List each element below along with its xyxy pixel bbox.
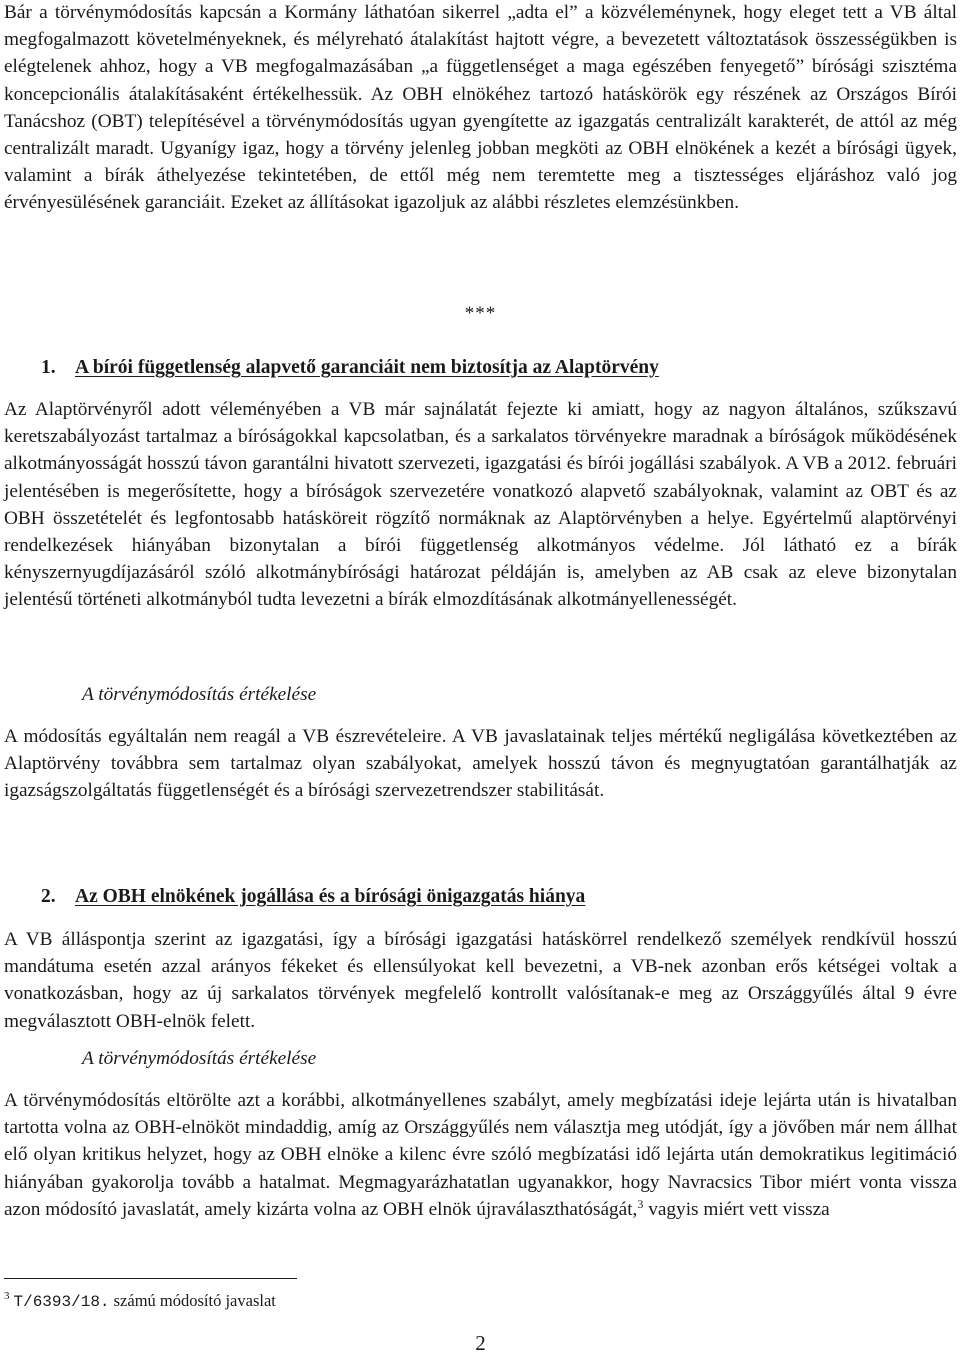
footnote-reference-3[interactable]: 3 <box>637 1196 644 1211</box>
footnote-3 <box>4 1290 276 1313</box>
section-1-title: A bírói függetlenség alapvető garanciáit nem biztosítja az Alaptörvény <box>75 357 659 378</box>
section-2-heading <box>4 884 957 910</box>
intro-paragraph: Bár a törvénymódosítás kapcsán a Kormány láthatóan sikerrel „adta el” a közvéleménynek, hogy eleget tett a VB által megfogalmazott követelményeknek, és mélyreható átalakítást hajtott végre, a bevezetett változtatások összességükben is elégtelenek ahhoz, hogy a VB megfogalmazásában „a függetlenséget a maga egészében fenyegető” bírósági szisztéma koncepcionális átalakításaként értékelhessük. Az OBH elnökéhez tartozó hatáskörök egy részének az Országos Bírói Tanácshoz (OBT) telepítésével a törvénymódosítás ugyan gyengítette az igazgatás centralizált karakterét, de attól az még centralizált maradt. Ugyanígy igaz, hogy a törvény jelenleg jobban megköti az OBH elnökének a kezét a bírósági ügyek, valamint a bírák áthelyezése tekintetében, de ettől még nem teremtette meg a tisztességes eljáráshoz való jog érvényesülésének garanciáit. Ezeket az állításokat igazoljuk az alábbi részletes elemzésünkben. <box>4 2 957 214</box>
section-separator: *** <box>464 303 497 324</box>
section-1-number: 1. <box>41 357 56 378</box>
footnote-mark: 3 <box>4 1290 10 1302</box>
section-2-evaluation-heading: A törvénymódosítás értékelése <box>82 1048 317 1069</box>
section-1-heading <box>4 355 957 381</box>
section-2-title: Az OBH elnökének jogállása és a bírósági önigazgatás hiánya <box>75 886 586 907</box>
section-2-paragraph: A VB álláspontja szerint az igazgatási, így a bírósági igazgatási hatáskörrel rendelkező személyek rendkívül hosszú mandátuma esetén azzal arányos fékeket és ellensúlyokat kell bevezetni, a VB-nek azonban erős kétségei voltak a vonatkozásban, hogy az új sarkalatos törvények megfelelő kontrollt valósítanak-e meg az Országgyűlés által 9 évre megválasztott OBH-elnök felett. <box>4 929 957 1032</box>
evaluation-text-before-reference: A törvénymódosítás eltörölte azt a korábbi, alkotmányellenes szabályt, amely megbízatási ideje lejárta után is hivatalban tartotta volna az OBH-elnököt mindaddig, amíg az Országgyűlés nem választja meg utódját, így a jövőben már nem állhat elő olyan kritikus helyzet, hogy az OBH elnöke a kilenc évre szóló megbízatási idő lejárta után demokratikus legitimáció hiányában gyakorolja tovább a hatalmat. Megmagyarázhatatlan ugyanakkor, hogy Navracsics Tibor miért vonta vissza azon módosító javaslatát, amely kizárta volna az OBH elnök újraválaszthatóságát, <box>4 1090 957 1220</box>
footnote-text: számú módosító javaslat <box>109 1291 276 1310</box>
footnote-document-code: T/6393/18. <box>13 1293 110 1311</box>
page-number: 2 <box>475 1331 486 1355</box>
section-1-evaluation-paragraph: A módosítás egyáltalán nem reagál a VB észrevételeire. A VB javaslatainak teljes mértékű negligálása következtében az Alaptörvény továbbra sem tartalmaz olyan szabályokat, amelyek hosszú távon és megnyugtatóan garantálhatják az igazságszolgáltatás függetlenségét és a bírósági szervezetrendszer stabilitását. <box>4 726 957 802</box>
footnote-divider <box>4 1278 297 1279</box>
section-2-evaluation-paragraph <box>4 1087 957 1223</box>
section-1-paragraph: Az Alaptörvényről adott véleményében a VB már sajnálatát fejezte ki amiatt, hogy az nagyon általános, szűkszavú keretszabályozást tartalmaz a bíróságokkal kapcsolatban, és a sarkalatos törvényekre maradnak a bíróságok működésének alkotmányosságát hosszú távon garantálni hivatott szervezeti, igazgatási és bírói jogállási szabályok. A VB a 2012. februári jelentésében is megerősítette, hogy a bíróságok szervezetére vonatkozó alapvető szabályoknak, valamint az OBT és az OBH összetételét és legfontosabb hatásköreit rögzítő normáknak az Alaptörvényben a helye. Egyértelmű alaptörvényi rendelkezések hiányában bizonytalan a bírói függetlenség alkotmányos védelme. Jól látható ez a bírák kényszernyugdíjazásáról szóló alkotmánybírósági határozat példáján is, amelyben az AB csak az eleve bizonytalan jelentésű történeti alkotmányból tudta levezetni a bírák elmozdításának alkotmányellenességét. <box>4 399 957 611</box>
section-2-number: 2. <box>41 886 56 907</box>
evaluation-text-after-reference: vagyis miért vett vissza <box>643 1198 830 1220</box>
section-1-evaluation-heading: A törvénymódosítás értékelése <box>82 684 317 705</box>
